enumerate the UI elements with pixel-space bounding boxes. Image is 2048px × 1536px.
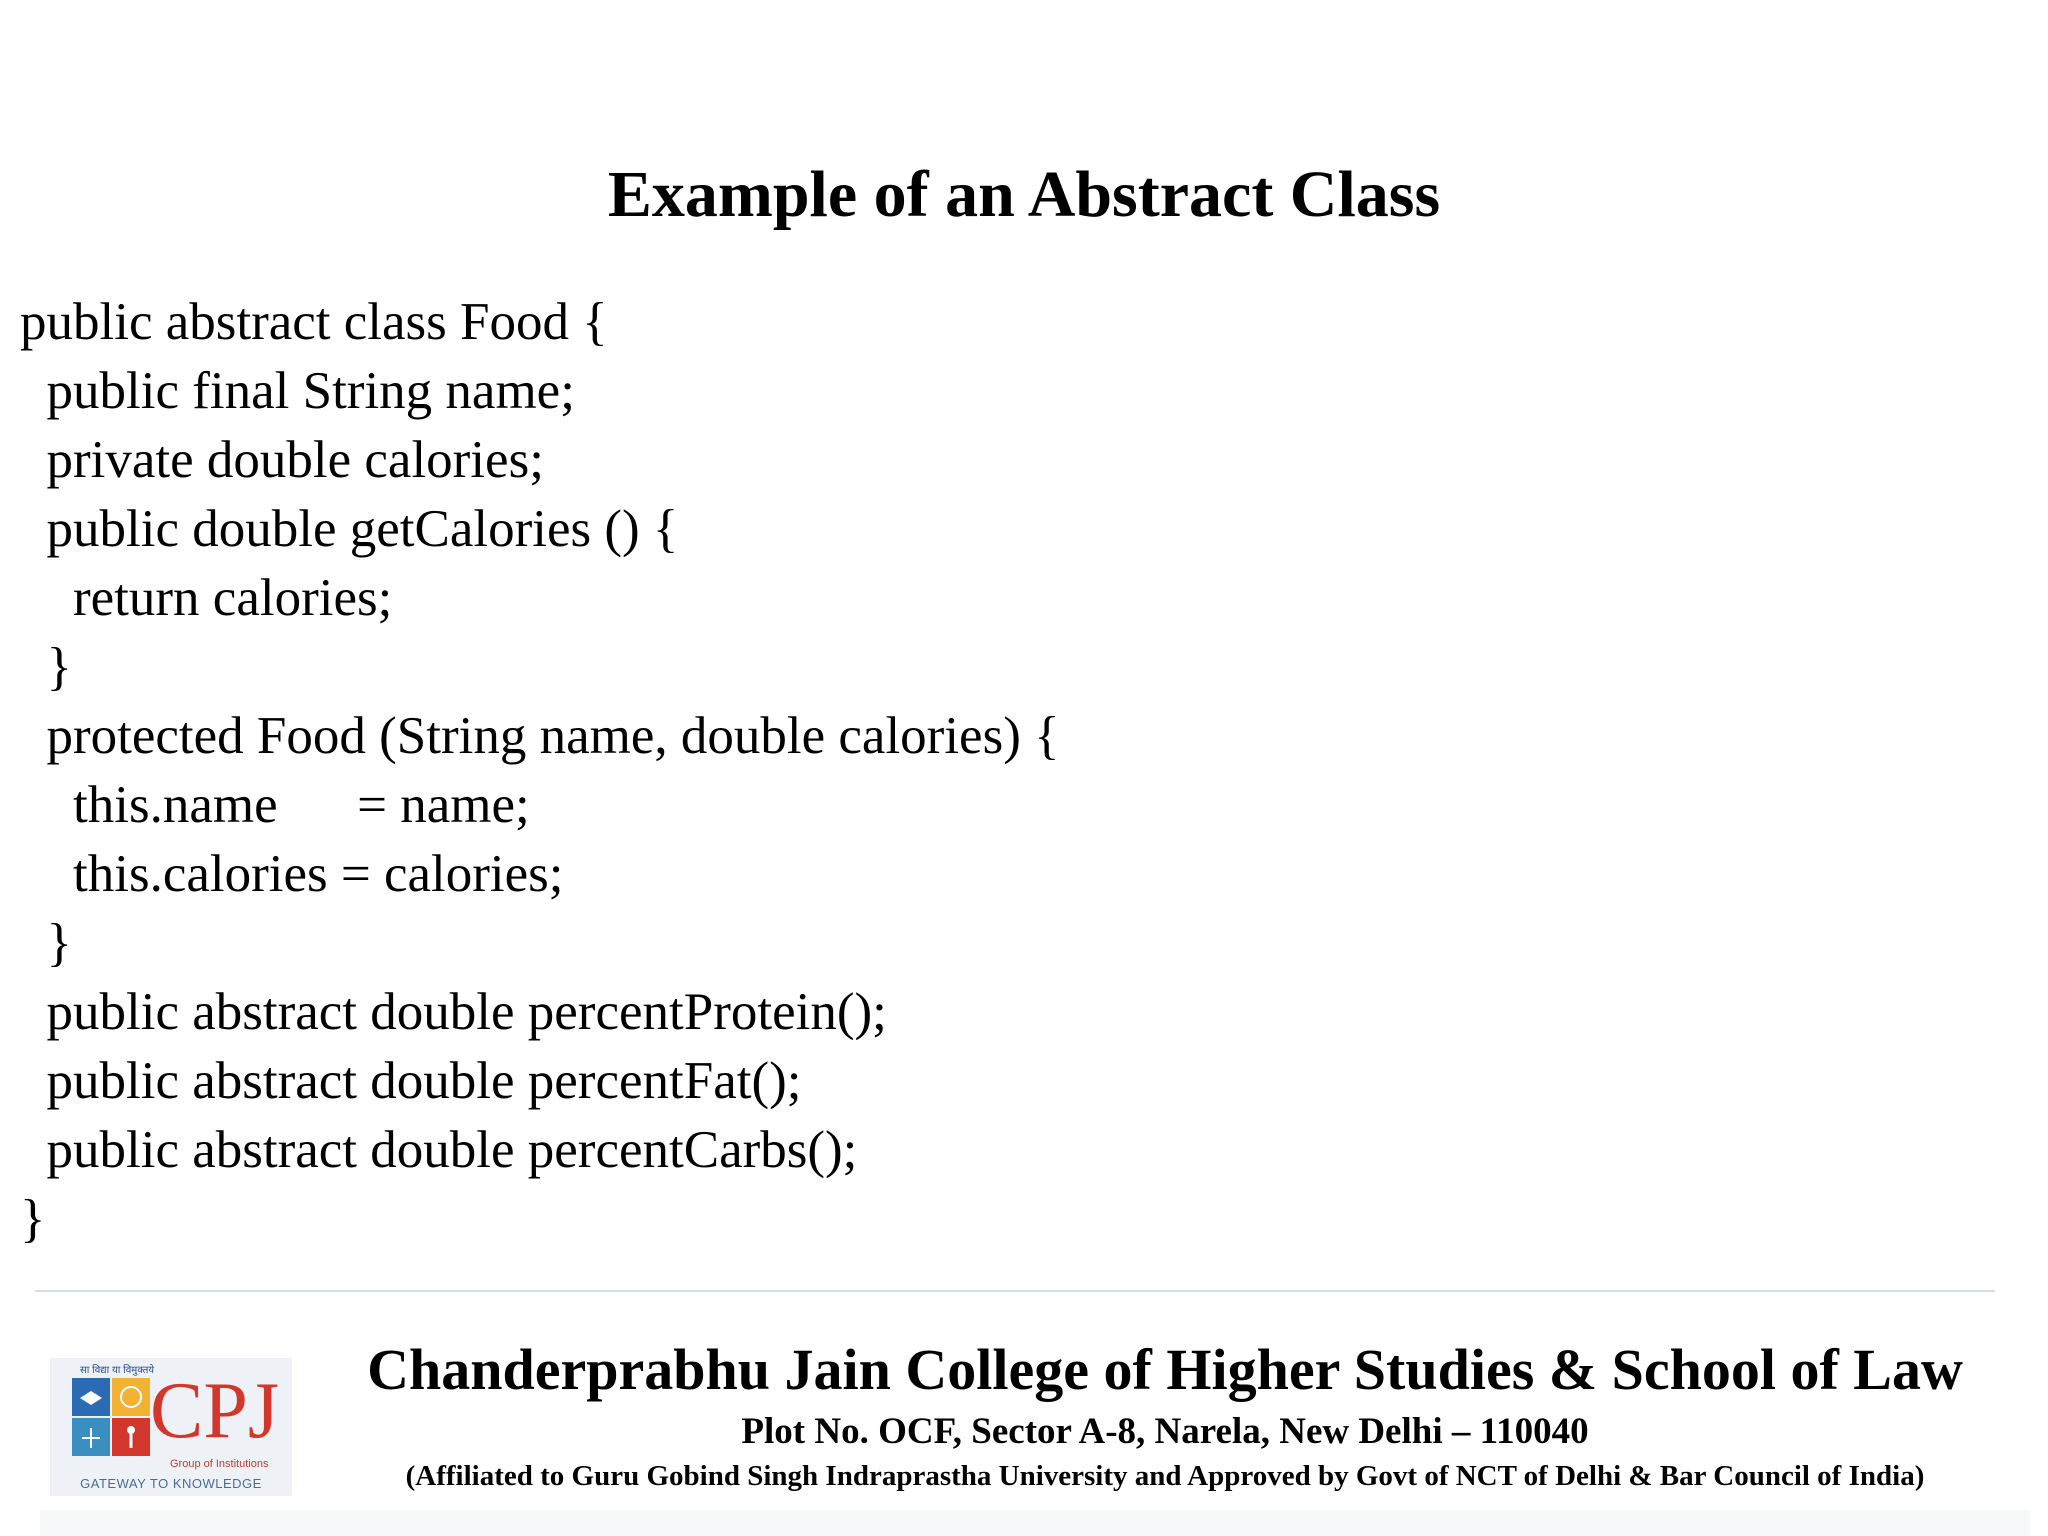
code-block — [20, 288, 1060, 1254]
college-address: Plot No. OCF, Sector A-8, Narela, New Delhi – 110040 — [741, 1411, 1589, 1452]
logo-group-text: Group of Institutions — [170, 1458, 269, 1470]
footer — [0, 1330, 2048, 1520]
college-logo — [50, 1358, 292, 1496]
code-line: public final String name; — [20, 362, 575, 420]
code-line: this.calories = calories; — [20, 845, 564, 903]
code-line: public abstract class Food { — [20, 293, 608, 351]
code-line: this.name = name; — [20, 776, 530, 834]
code-line: public abstract double percentCarbs(); — [20, 1121, 858, 1179]
logo-gateway-text: GATEWAY TO KNOWLEDGE — [80, 1476, 262, 1491]
code-line: } — [20, 914, 72, 972]
code-line: } — [20, 638, 72, 696]
logo-text: CPJ — [150, 1367, 279, 1455]
code-line: protected Food (String name, double calories) { — [20, 707, 1060, 765]
slide-title: Example of an Abstract Class — [607, 158, 1441, 231]
code-line: public double getCalories () { — [20, 500, 679, 558]
code-line: public abstract double percentProtein(); — [20, 983, 887, 1041]
footer-divider — [35, 1290, 1995, 1292]
logo-tagline: सा विद्या या विमुक्तये — [80, 1365, 155, 1376]
college-name: Chanderprabhu Jain College of Higher Studies & School of Law — [367, 1337, 1963, 1402]
code-line: return calories; — [20, 569, 393, 627]
code-line: } — [20, 1190, 46, 1248]
bottom-strip — [40, 1510, 2030, 1536]
code-line: private double calories; — [20, 431, 544, 489]
code-line: public abstract double percentFat(); — [20, 1052, 802, 1110]
logo-emblem-icon — [72, 1378, 150, 1456]
college-affiliation: (Affiliated to Guru Gobind Singh Indraprastha University and Approved by Govt of NCT of Delhi & Bar Council of India) — [405, 1460, 1925, 1492]
